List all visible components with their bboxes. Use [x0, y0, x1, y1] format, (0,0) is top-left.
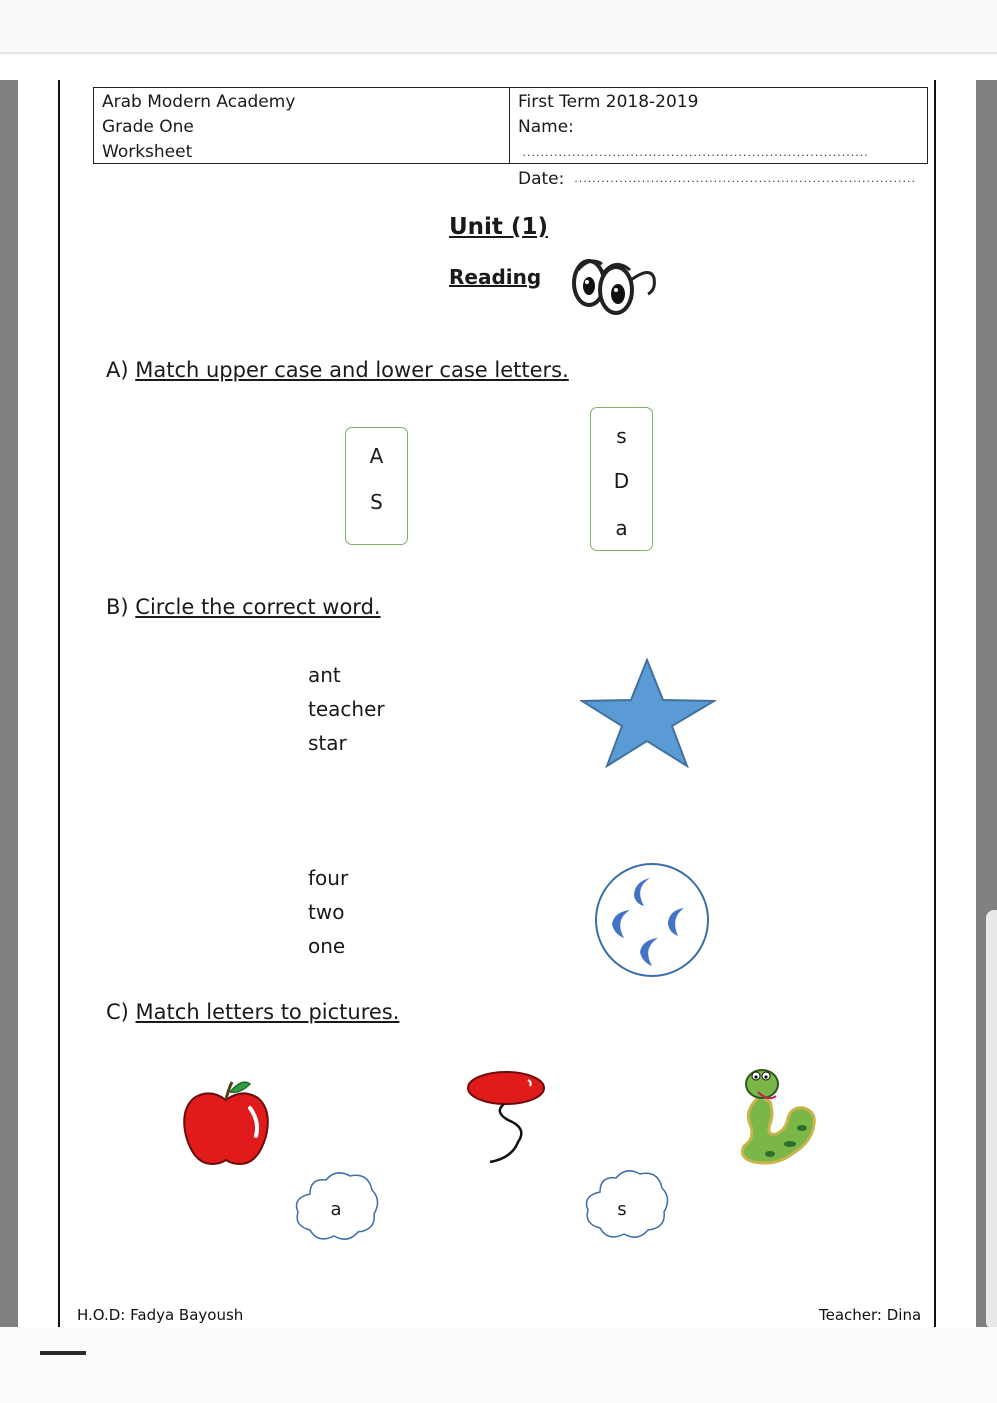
letter-item[interactable]: s: [616, 424, 627, 448]
doc-type-label: Worksheet: [102, 142, 193, 162]
date-row: [518, 166, 919, 192]
header-left-cell: [94, 88, 510, 163]
uppercase-letter[interactable]: A: [369, 444, 384, 468]
scroll-handle[interactable]: [986, 910, 997, 1330]
name-label: Name:: [518, 117, 574, 137]
star-icon: [580, 658, 716, 768]
word-option[interactable]: two: [308, 900, 345, 924]
name-blank-line: .............................................................................: [518, 146, 869, 159]
moons-circle-icon: [592, 860, 712, 980]
nav-indicator[interactable]: [40, 1351, 86, 1355]
date-blank-line: ............................................................................: [569, 172, 917, 185]
date-label: Date:: [518, 169, 565, 189]
header-right-cell: [510, 88, 927, 189]
word-option[interactable]: ant: [308, 663, 341, 687]
bottom-bar: [0, 1327, 997, 1403]
letter-item[interactable]: a: [615, 516, 628, 540]
uppercase-letter[interactable]: S: [370, 490, 383, 514]
top-status-bar: [0, 0, 997, 54]
section-a-heading: [106, 358, 569, 382]
left-gutter: [0, 80, 18, 1327]
snake-icon: [730, 1062, 822, 1166]
section-b-instruction: Circle the correct word.: [135, 595, 381, 619]
teacher-signature: Teacher: Dina: [819, 1306, 922, 1324]
word-option[interactable]: star: [308, 731, 347, 755]
section-c-instruction: Match letters to pictures.: [135, 1000, 400, 1024]
hod-signature: H.O.D: Fadya Bayoush: [77, 1306, 244, 1324]
uppercase-letters-box: [345, 427, 408, 545]
grade-label: Grade One: [102, 117, 194, 137]
section-c-prefix: C): [106, 1000, 129, 1024]
reading-title: Reading: [449, 265, 542, 289]
term-label: First Term 2018-2019: [518, 92, 699, 112]
unit-title: Unit (1): [449, 214, 548, 240]
eyes-glasses-icon: [568, 250, 660, 318]
mixed-letters-box: [590, 407, 653, 551]
section-b-prefix: B): [106, 595, 129, 619]
section-b-heading: [106, 595, 381, 619]
school-name: Arab Modern Academy: [102, 92, 296, 112]
apple-icon: [180, 1078, 272, 1168]
cloud-letter[interactable]: s: [617, 1199, 627, 1220]
cloud-letter[interactable]: a: [330, 1199, 342, 1220]
letter-item[interactable]: D: [613, 469, 630, 493]
section-a-instruction: Match upper case and lower case letters.: [135, 358, 569, 382]
page-frame-right: [934, 80, 936, 1327]
word-option[interactable]: teacher: [308, 697, 385, 721]
section-a-prefix: A): [106, 358, 129, 382]
header-table: [93, 87, 928, 189]
balloon-icon: [464, 1068, 550, 1166]
section-c-heading: [106, 1000, 399, 1024]
word-option[interactable]: four: [308, 866, 349, 890]
page-frame-left: [58, 80, 60, 1327]
name-row: [518, 115, 919, 166]
word-option[interactable]: one: [308, 934, 346, 958]
